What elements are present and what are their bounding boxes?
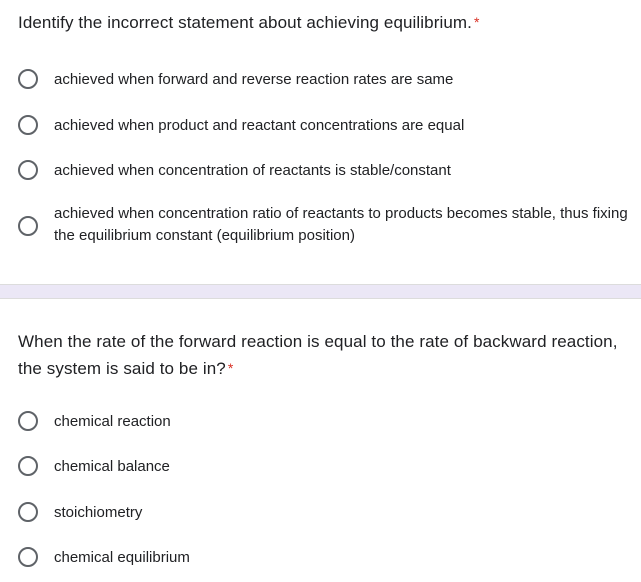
required-asterisk: * (227, 360, 234, 376)
radio-button[interactable] (18, 502, 38, 522)
option-label: chemical balance (54, 458, 170, 475)
radio-option[interactable] (18, 115, 641, 137)
radio-button[interactable] (18, 547, 38, 567)
question-text: When the rate of the forward reaction is equal to the rate of backward reaction, the system is said to be in? (18, 332, 618, 378)
question-card-1 (0, 0, 641, 284)
radio-option[interactable] (18, 502, 641, 524)
option-label: chemical reaction (54, 413, 171, 430)
question-text: Identify the incorrect statement about achieving equilibrium. (18, 13, 473, 32)
option-label: stoichiometry (54, 504, 143, 521)
option-label: achieved when concentration of reactants is stable/constant (54, 162, 451, 179)
radio-button[interactable] (18, 115, 38, 135)
option-label: achieved when concentration ratio of reactants to products becomes stable, thus fixing the equilibrium constant (equilibrium position) (54, 205, 628, 244)
required-asterisk: * (474, 14, 480, 30)
question-card-2 (0, 299, 641, 582)
radio-option[interactable] (18, 547, 641, 569)
radio-button[interactable] (18, 456, 38, 476)
option-label: achieved when forward and reverse reaction rates are same (54, 71, 454, 88)
radio-option[interactable] (18, 203, 641, 247)
radio-button[interactable] (18, 69, 38, 89)
radio-option[interactable] (18, 411, 641, 433)
radio-button[interactable] (18, 160, 38, 180)
section-divider (0, 284, 641, 299)
question-title (18, 9, 627, 36)
radio-option[interactable] (18, 69, 641, 91)
radio-option[interactable] (18, 456, 641, 478)
radio-option[interactable] (18, 160, 641, 182)
radio-button[interactable] (18, 411, 38, 431)
option-label: chemical equilibrium (54, 549, 190, 566)
question-title (18, 328, 627, 382)
radio-button[interactable] (18, 216, 38, 236)
option-label: achieved when product and reactant concentrations are equal (54, 117, 465, 134)
